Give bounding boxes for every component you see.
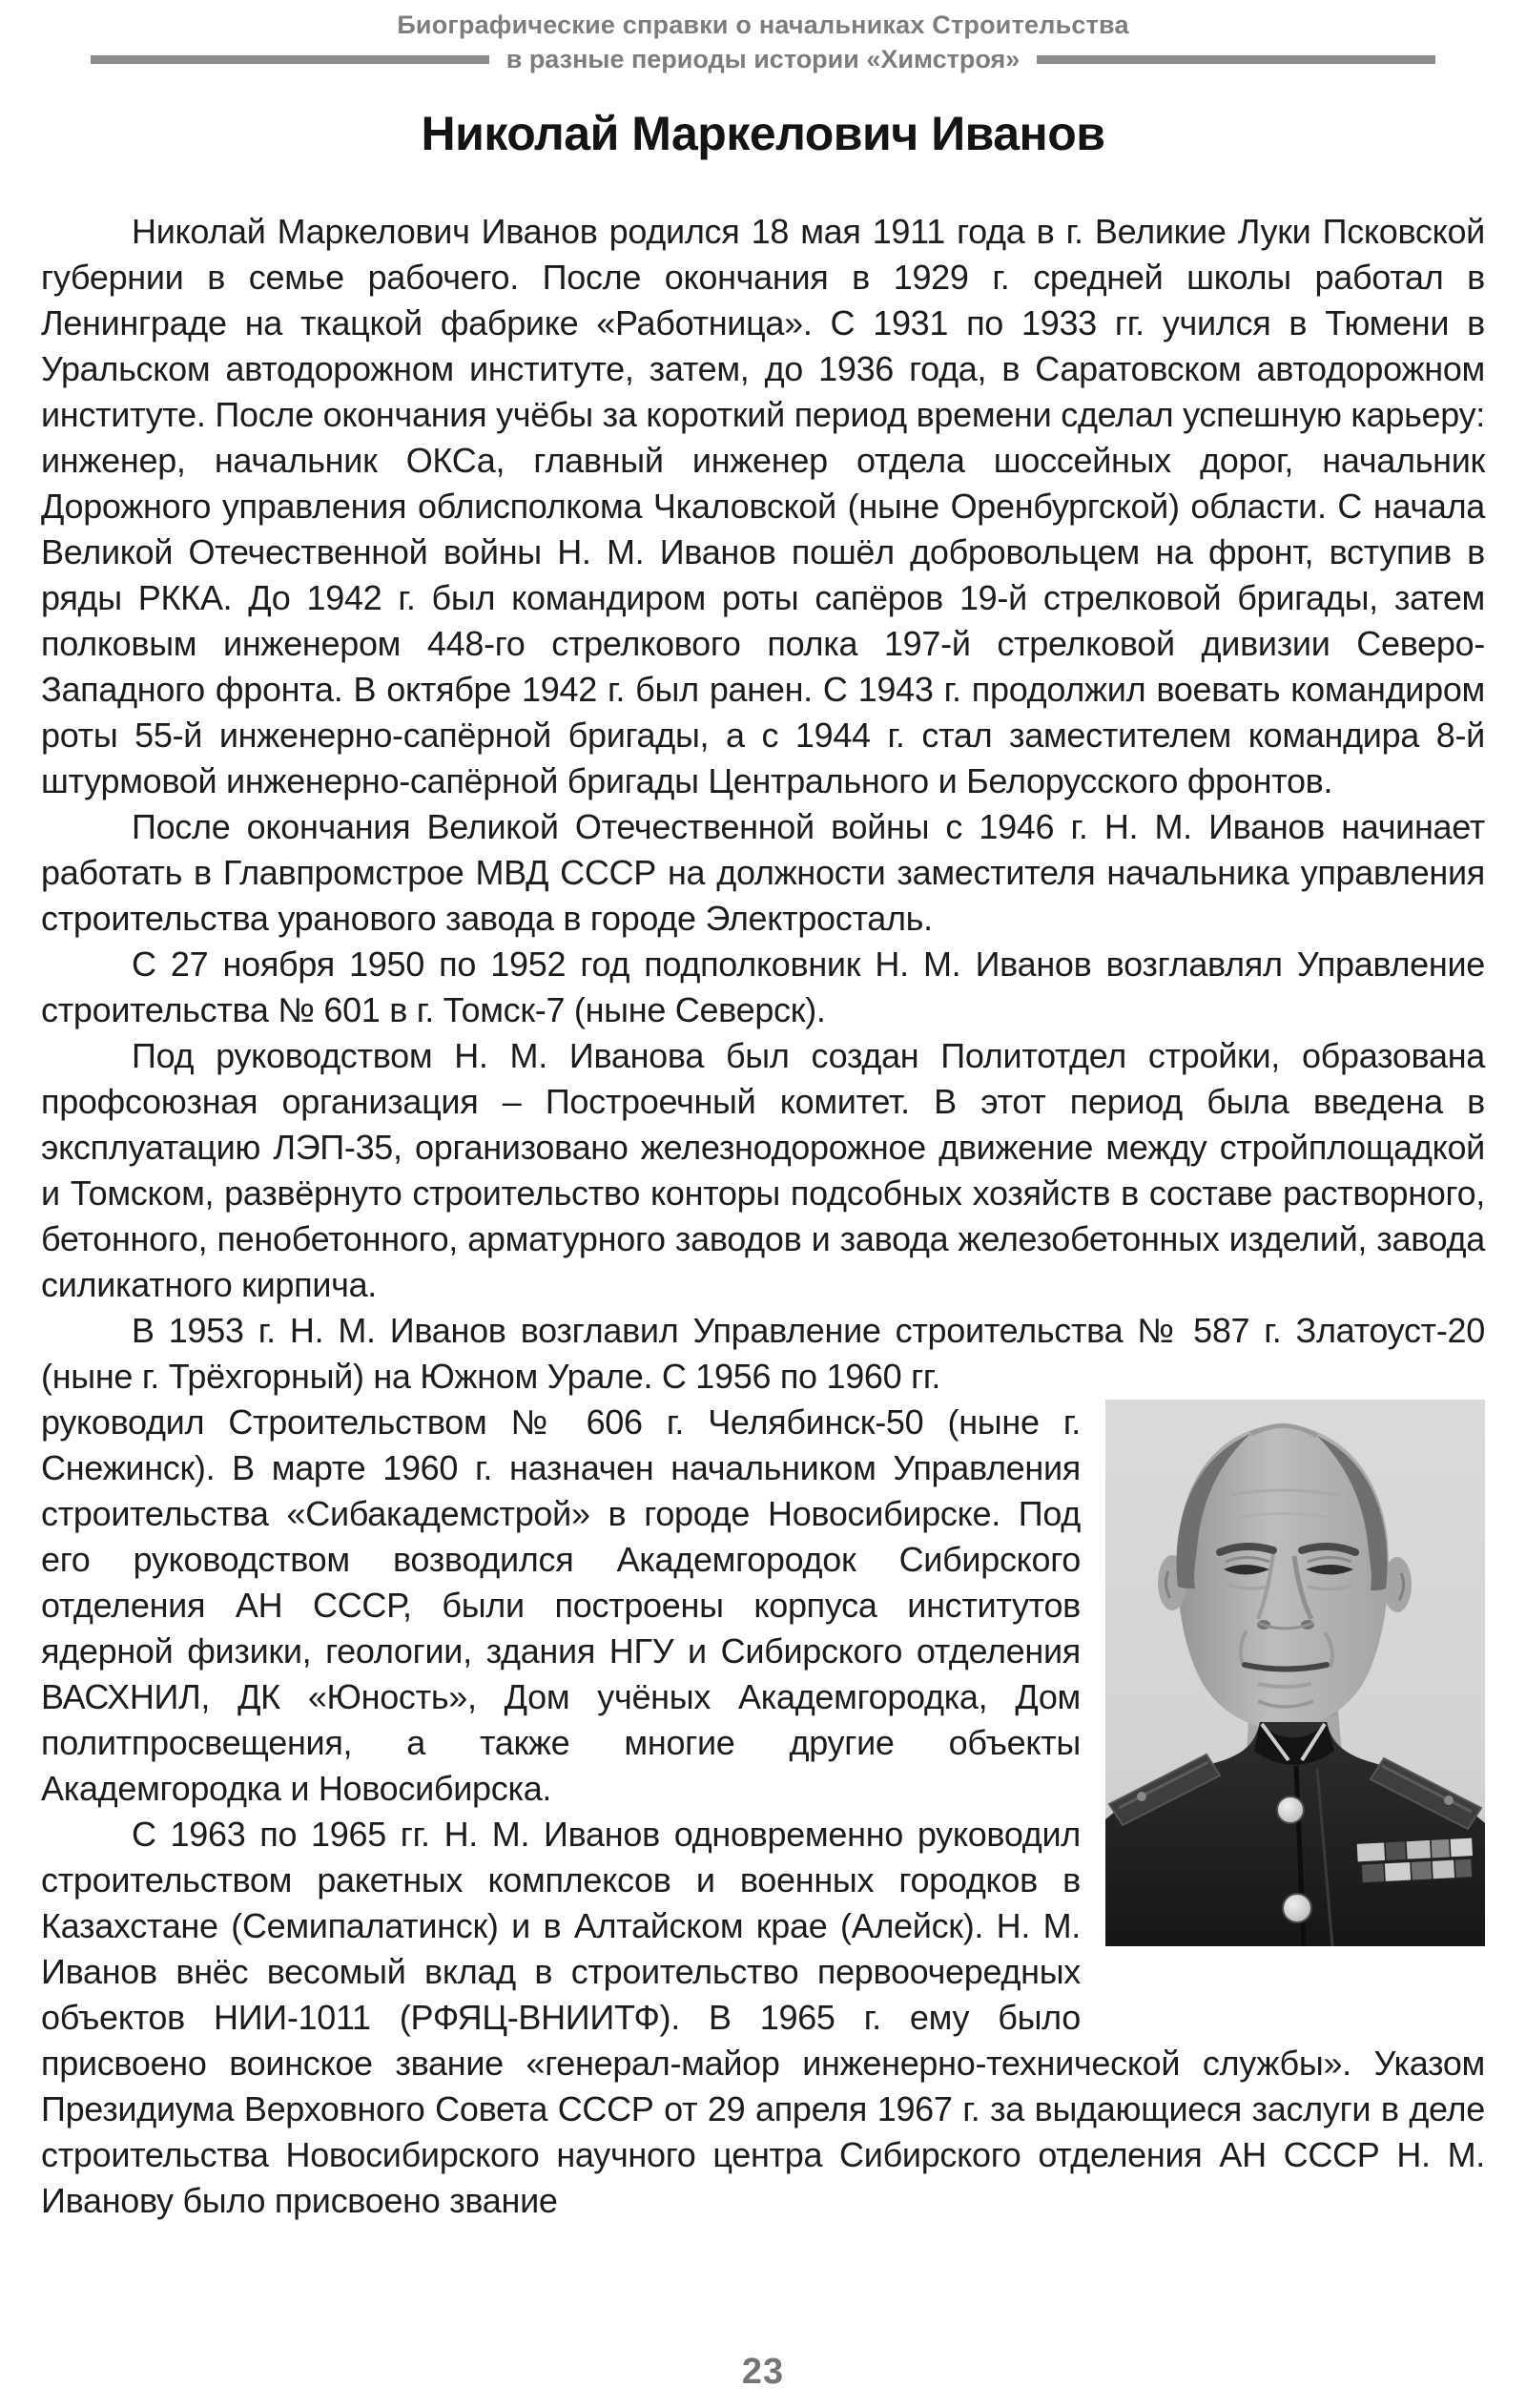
portrait-photo bbox=[1105, 1400, 1485, 1946]
header-rule-left bbox=[91, 55, 489, 64]
running-head-line-2-text: в разные периоды истории «Химстроя» bbox=[505, 45, 1021, 73]
paragraph-1: Николай Маркелович Иванов родился 18 мая 1911 года в г. Великие Луки Псковской губернии в семье рабочего. После окончания в 1929 г. средней школы работал в Ленинграде на ткацкой фабрике «Работница». С 1931 по 1933 гг. учился в Тюмени в Уральском автодорожном институте, затем, до 1936 года, в Саратовском автодорожном институте. После окончания учёбы за короткий период времени сделал успешную карьеру: инженер, начальник ОКСа, главный инженер отдела шоссейных дорог, начальник Дорожного управления облисполкома Чкаловской (ныне Оренбургской) области. С начала Великой Отечественной войны Н. М. Иванов пошёл добровольцем на фронт, вступив в ряды РККА. До 1942 г. был командиром роты сапёров 19-й стрелковой бригады, затем полковым инженером 448-го стрелкового полка 197-й стрелковой дивизии Северо-Западного фронта. В октябре 1942 г. был ранен. С 1943 г. продолжил воевать командиром роты 55-й инженерно-сапёрной бригады, а с 1944 г. стал заместителем командира 8-й штурмовой инженерно-сапёрной бригады Центрального и Белорусского фронтов. bbox=[41, 212, 1485, 800]
paragraph-3: С 27 ноября 1950 по 1952 год подполковник Н. М. Иванов возглавлял Управление строительства № 601 в г. Томск-7 (ныне Северск). bbox=[41, 945, 1485, 1029]
header-rule-right bbox=[1037, 55, 1435, 64]
paragraph-2: После окончания Великой Отечественной войны с 1946 г. Н. М. Иванов начинает работать в Главпромстрое МВД СССР на должности заместителя начальника управления строительства уранового завода в городе Электросталь. bbox=[41, 807, 1485, 938]
running-head-line-1: Биографические справки о начальниках Строительства bbox=[397, 10, 1129, 39]
paragraph-5-part-b: руководил Строительством № 606 г. Челябинск-50 (ныне г. Снежинск). В марте 1960 г. назначен начальником Управления строительства «Сибакадемстрой» в городе Новосибирске. Под его руководством возводился Академгородок Сибирского отделения АН СССР, были построены корпуса институтов ядерной физики, геологии, здания НГУ и Сибирского отделения ВАСХНИЛ, ДК «Юность», Дом учёных Академгородка, Дом политпросвещения, а также многие другие объекты Академгородка и Новосибирска. bbox=[41, 1402, 1081, 1808]
lower-button bbox=[1283, 1894, 1311, 1922]
portrait-photo-drawing bbox=[1105, 1400, 1485, 1946]
page-number: 23 bbox=[741, 2352, 785, 2392]
running-head-line-2 bbox=[41, 44, 1485, 75]
page-title: Николай Маркелович Иванов bbox=[421, 107, 1105, 160]
paragraph-6: С 1963 по 1965 гг. Н. М. Иванов одновременно руководил строительством ракетных комплексов и военных городков в Казахстане (Семипалатинск) и в Алтайском крае (Алейск). Н. М. Иванов внёс весомый вклад в строительство первоочередных объектов НИИ-1011 (РФЯЦ-ВНИИТФ). В 1965 г. ему было присвоено воинское звание «генерал-майор инженерно-технической службы». Указом Президиума Верховного Совета СССР от 29 апреля 1967 г. за выдающиеся заслуги в деле строительства Новосибирского научного центра Сибирского отделения АН СССР Н. М. Иванову было присвоено звание bbox=[41, 1815, 1485, 2220]
paragraph-5-part-a: В 1953 г. Н. М. Иванов возглавил Управление строительства № 587 г. Златоуст-20 (ныне г. Трёхгорный) на Южном Урале. С 1956 по 1960 гг. bbox=[41, 1311, 1485, 1396]
article-body bbox=[41, 209, 1485, 2224]
upper-button bbox=[1277, 1796, 1304, 1823]
paragraph-4: Под руководством Н. М. Иванова был создан Политотдел стройки, образована профсоюзная организация – Построечный комитет. В этот период была введена в эксплуатацию ЛЭП-35, организовано железнодорожное движение между стройплощадкой и Томском, развёрнуто строительство конторы подсобных хозяйств в составе растворного, бетонного, пенобетонного, арматурного заводов и завода железобетонных изделий, завода силикатного кирпича. bbox=[41, 1036, 1485, 1304]
running-head bbox=[41, 10, 1485, 75]
